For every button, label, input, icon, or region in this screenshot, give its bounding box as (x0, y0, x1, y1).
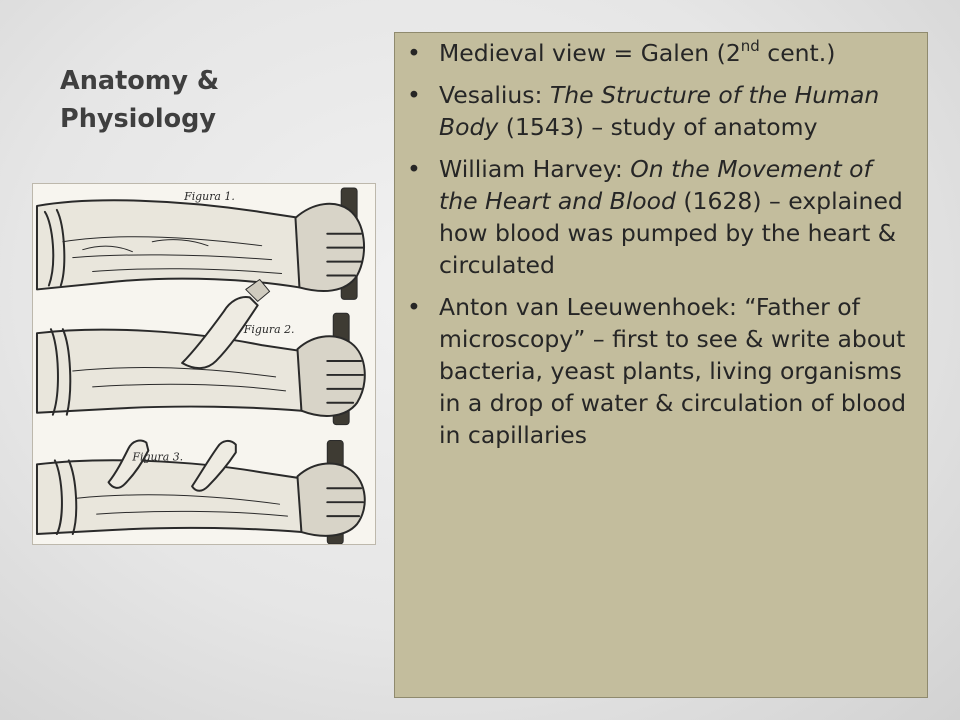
bullet-item (407, 153, 907, 281)
figure-2-caption: Figura 2. (243, 323, 295, 337)
ordinal-suffix: nd (740, 37, 760, 55)
bullet-text: Vesalius: (439, 81, 550, 109)
bullet-text: William Harvey: (439, 155, 631, 183)
bullet-item (407, 291, 907, 451)
bullet-item (407, 79, 907, 143)
bullet-text: Anton van Leeuwenhoek: “Father of microscopy” – first to see & write about bacteria, yeast plants, living organisms in a drop of water & circulation of blood in capillaries (439, 293, 906, 449)
bullet-text: Medieval view = Galen (2 (439, 39, 741, 67)
bullet-item (407, 37, 907, 69)
bullet-list (407, 37, 907, 451)
book-title: The Structure of the Human Body (439, 81, 880, 141)
figure-3-caption: Figura 3. (132, 450, 184, 464)
bullet-text: (1628) – explained how blood was pumped by the heart & circulated (439, 187, 903, 279)
slide-title: Anatomy & Physiology (60, 66, 220, 134)
bullet-text: (1543) – study of anatomy (498, 113, 818, 141)
figure-1-caption: Figura 1. (184, 189, 235, 203)
arm-figure-2 (37, 279, 365, 424)
arm-figure-3 (37, 441, 365, 544)
arm-figure-1 (37, 188, 364, 299)
content-panel (394, 32, 928, 698)
harvey-arm-illustration (32, 183, 376, 545)
book-title: On the Movement of the Heart and Blood (439, 155, 872, 215)
bullet-text: cent.) (759, 39, 836, 67)
